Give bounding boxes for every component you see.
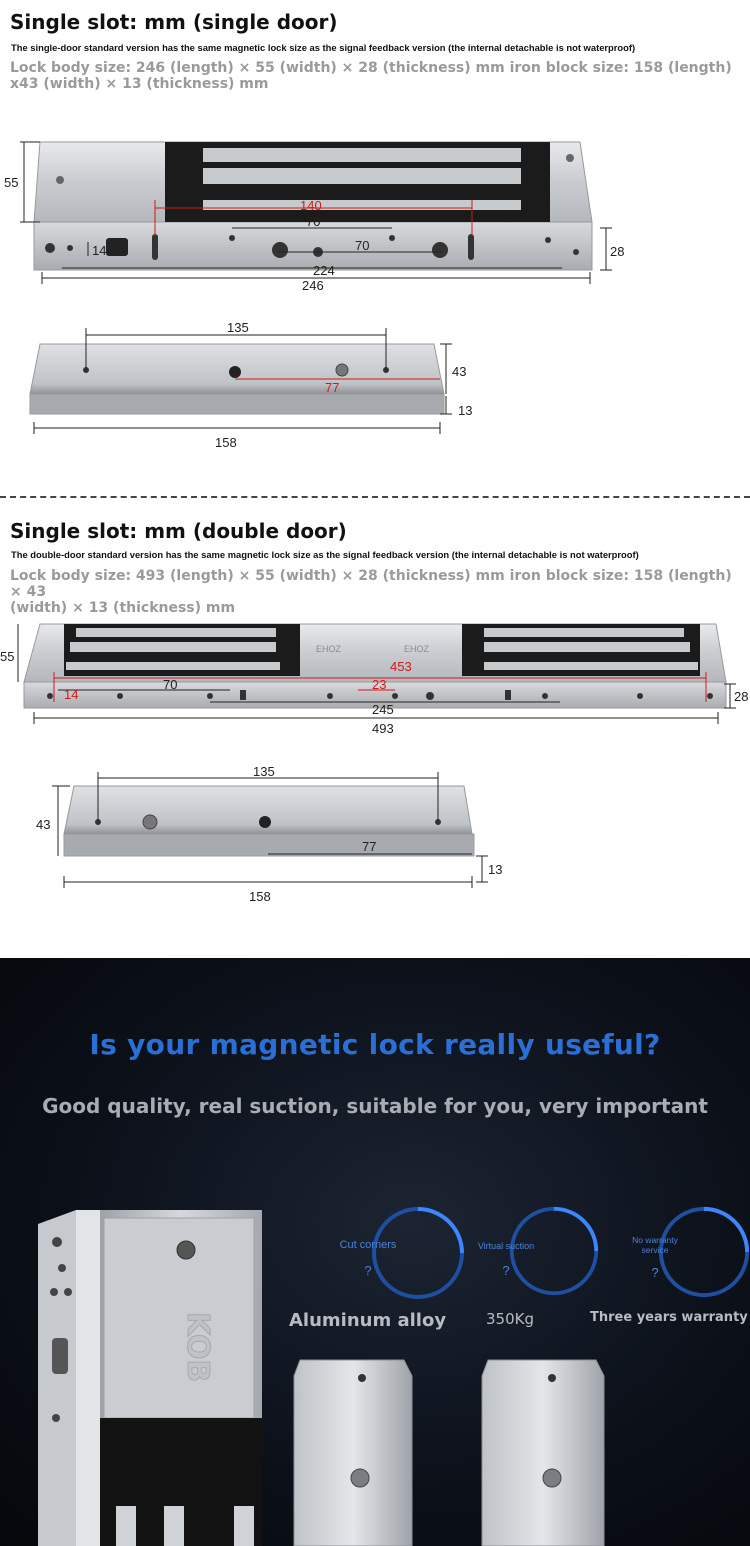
feature-label-aluminum: Aluminum alloy: [289, 1310, 447, 1331]
dim-dlock-total: 493: [372, 721, 394, 736]
feature-ring-text: Virtual suction: [477, 1241, 535, 1251]
dim-dlock-mid: 245: [372, 702, 394, 717]
feature-ring-text: No warranty service: [632, 1235, 678, 1255]
brand-mark-right: EHOZ: [404, 644, 430, 654]
dim-lock-thickness: 28: [610, 244, 625, 259]
dim-dplate-thickness: 13: [488, 862, 503, 877]
dim-lock-total: 246: [302, 278, 324, 293]
single-door-lock-diagram: [0, 130, 750, 460]
section2-spec-line2: (width) × 13 (thickness) mm: [10, 600, 236, 616]
product-photo-magnetic-lock: [0, 1188, 750, 1546]
feature-question-mark: ?: [651, 1265, 659, 1280]
dim-lock-hole-size: 14: [92, 243, 107, 258]
brand-mark-left: EHOZ: [316, 644, 342, 654]
dim-dlock-height: 55: [0, 649, 15, 664]
dim-plate-width: 43: [452, 364, 467, 379]
dim-dplate-red: 77: [362, 839, 377, 854]
dim-plate-length: 158: [215, 435, 237, 450]
promo-subheadline: Good quality, real suction, suitable for you, very important: [42, 1094, 708, 1118]
section2-subtitle: The double-door standard version has the same magnetic lock size as the signal feedback version (the internal detachable is not waterproof): [11, 549, 639, 560]
dim-dplate-holes: 135: [253, 764, 275, 779]
dim-plate-holes: 135: [227, 320, 249, 335]
dim-lock-hole-a: 70: [306, 214, 321, 229]
feature-label-350kg: 350Kg: [486, 1310, 534, 1328]
dim-lock-red-span: 140: [300, 198, 322, 213]
section1-spec-line2: x43 (width) × 13 (thickness) mm: [10, 76, 269, 92]
section2-spec-line1: Lock body size: 493 (length) × 55 (width) × 28 (thickness) mm iron block size: 158 (length) × 43: [10, 568, 732, 600]
brand-text: KOB: [180, 1312, 215, 1383]
feature-question-mark: ?: [502, 1263, 510, 1278]
double-iron-plate: [64, 786, 474, 856]
section1-spec-line1: Lock body size: 246 (length) × 55 (width) × 28 (thickness) mm iron block size: 158 (length): [10, 60, 732, 76]
dim-lock-height: 55: [4, 175, 19, 190]
dim-dplate-length: 158: [249, 889, 271, 904]
double-door-lock-diagram: [0, 610, 750, 910]
feature-label-warranty: Three years warranty: [590, 1310, 748, 1325]
dim-lock-inner: 224: [313, 263, 335, 278]
dim-lock-hole-b: 70: [355, 238, 370, 253]
feature-question-mark: ?: [364, 1263, 372, 1278]
dim-dlock-red-mid: 23: [372, 677, 387, 692]
dim-plate-thickness: 13: [458, 403, 473, 418]
dim-dlock-hole-size: 14: [64, 687, 79, 702]
promo-headline: Is your magnetic lock really useful?: [89, 1028, 661, 1061]
section1-subtitle: The single-door standard version has the same magnetic lock size as the signal feedback version (the internal detachable is not waterproof): [11, 42, 636, 53]
dim-dlock-left: 70: [163, 677, 178, 692]
promo-banner: [0, 958, 750, 1546]
section1-title: Single slot: mm (single door): [10, 10, 338, 34]
dim-dlock-red-span: 453: [390, 659, 412, 674]
double-lock-body: [24, 624, 726, 708]
section1-spec: [10, 60, 740, 92]
section-divider: [0, 496, 750, 498]
feature-ring-text: Cut corners: [339, 1239, 397, 1251]
section2-title: Single slot: mm (double door): [10, 519, 347, 543]
dim-plate-red: 77: [325, 380, 340, 395]
dim-dlock-thickness: 28: [734, 689, 749, 704]
section2-spec: [10, 568, 740, 616]
dim-dplate-width: 43: [36, 817, 51, 832]
